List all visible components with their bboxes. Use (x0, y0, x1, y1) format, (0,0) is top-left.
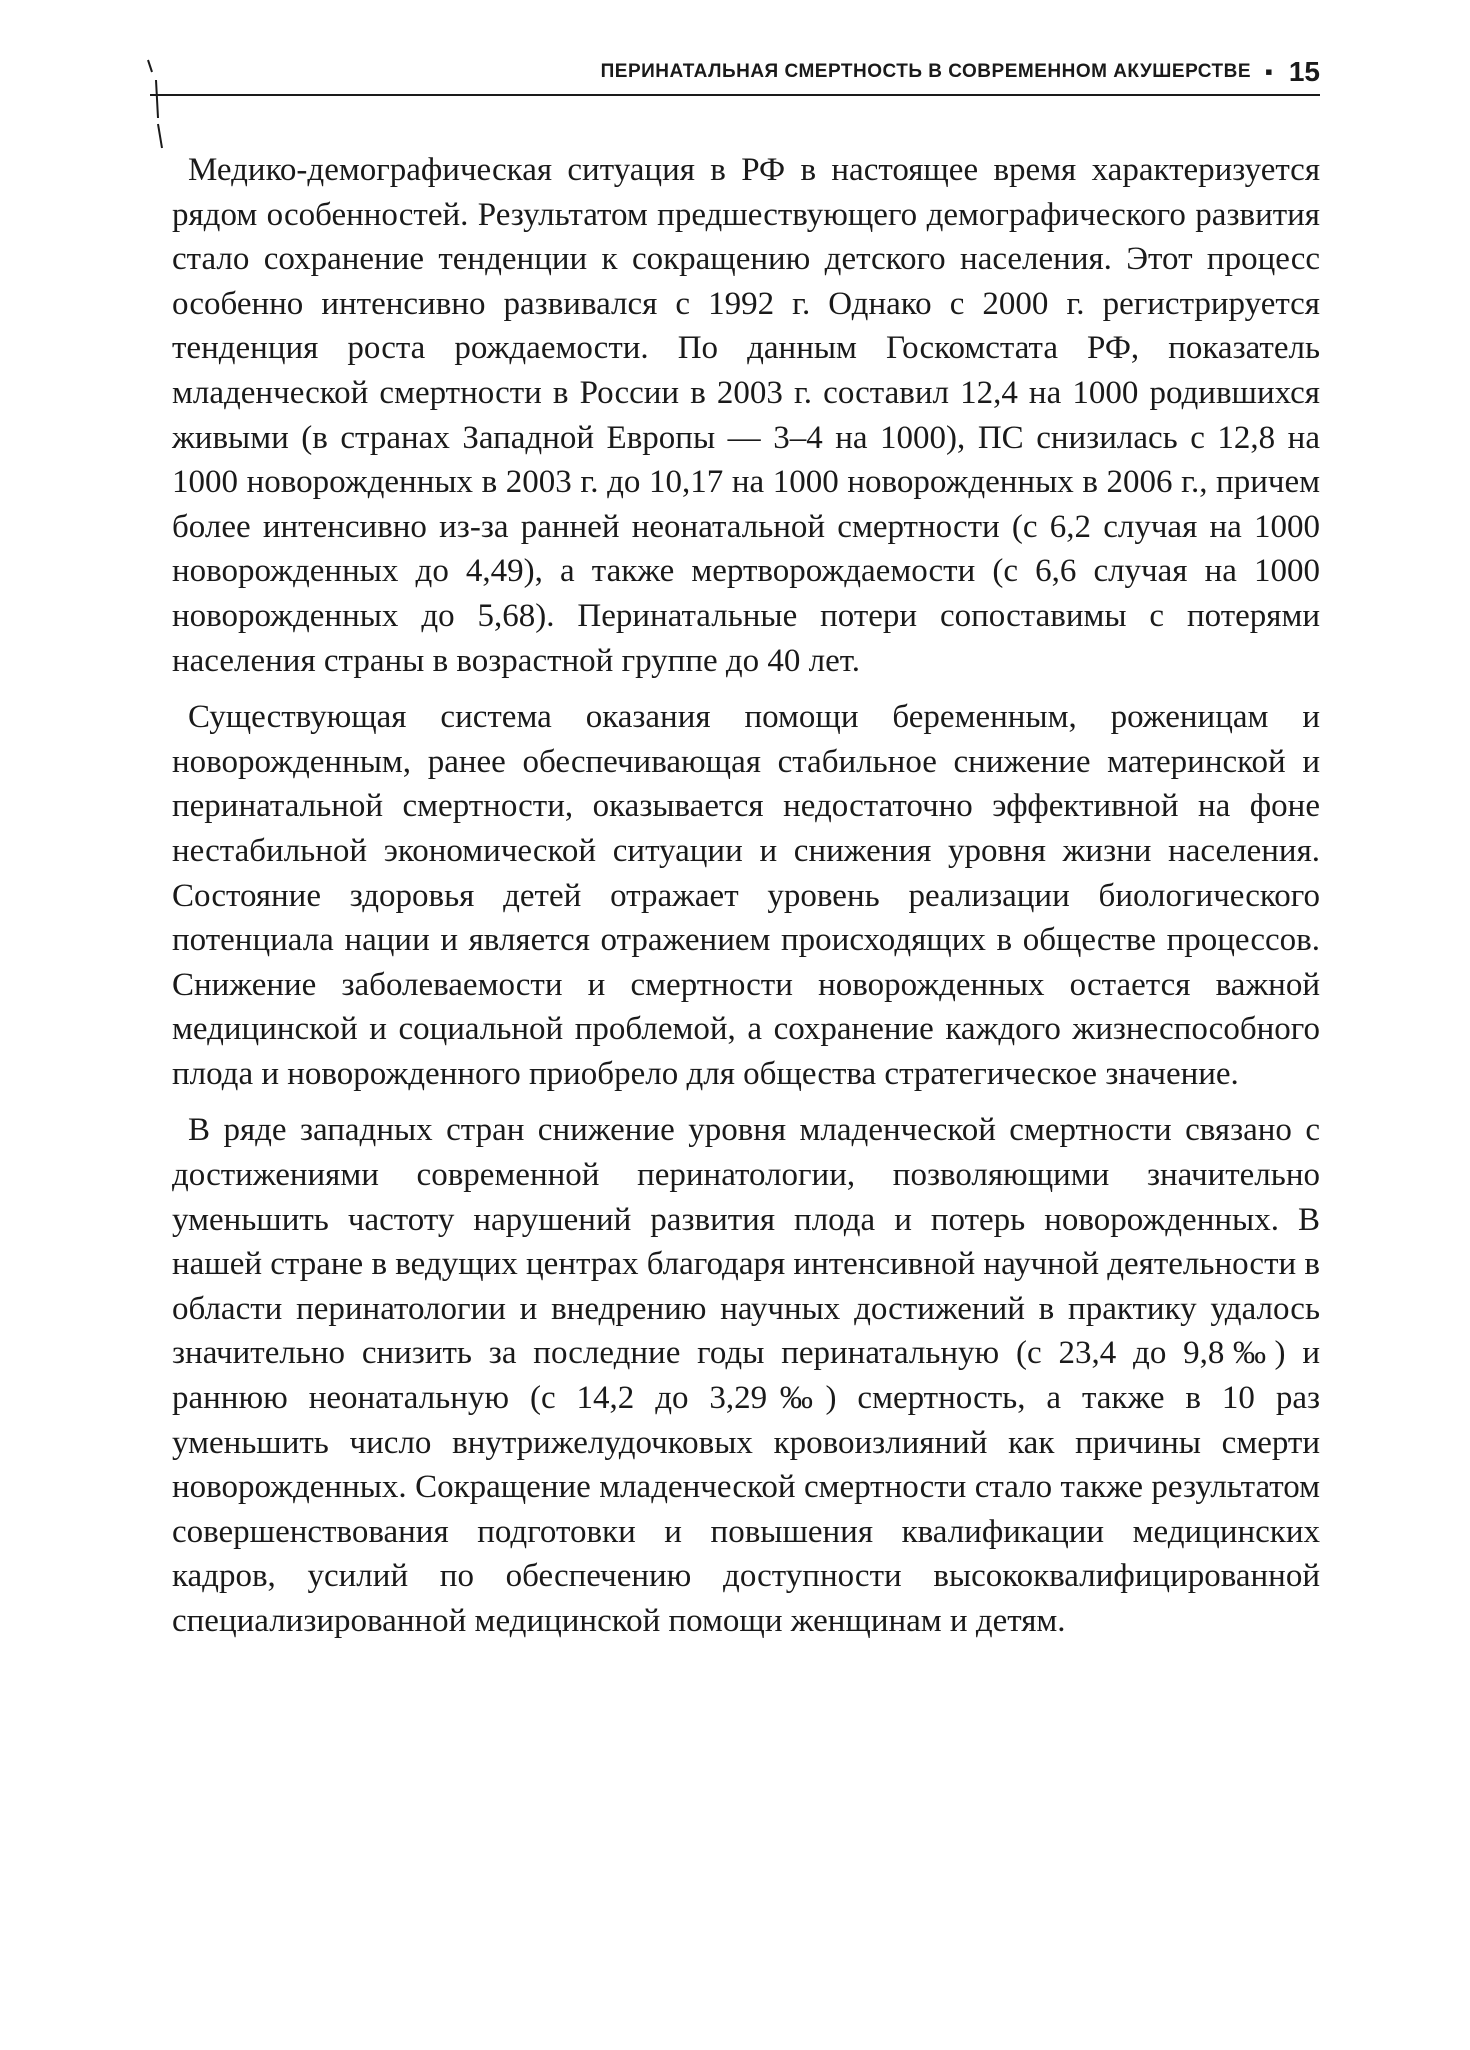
bullet-separator: ▪ (1265, 59, 1273, 84)
running-title: ПЕРИНАТАЛЬНАЯ СМЕРТНОСТЬ В СОВРЕМЕННОМ АКУШЕРСТВЕ (600, 61, 1252, 82)
paragraph-western-countries: В ряде западных стран снижение уровня младенческой смертности связано с достижениями современной перинатологии, позволяющими значительно уменьшить частоту нарушений развития плода и потерь новорожденных. В нашей стране в ведущих центрах благодаря интенсивной научной деятельности в области перинатологии и внедрению научных достижений в практику удалось значительно снизить за последние годы перинатальную (с 23,4 до 9,8‰) и раннюю неонатальную (с 14,2 до 3,29‰) смертность, а также в 10 раз уменьшить число внутрижелудочковых кровоизлияний как причины смерти новорожденных. Сокращение младенческой смертности стало также результатом совершенствования подготовки и повышения квалификации медицинских кадров, усилий по обеспечению доступности высококвалифицированной специализированной медицинской помощи женщинам и детям. (172, 1112, 1320, 1639)
paragraph-demographic-situation: Медико-демографическая ситуация в РФ в настоящее время характеризуется рядом особенностей. Результатом предшествующего демографического развития стало сохранение тенденции к сокращению детского населения. Этот процесс особенно интенсивно развивался с 1992 г. Однако с 2000 г. регистрируется тенденция роста рождаемости. По данным Госкомстата РФ, показатель младенческой смертности в России в 2003 г. составил 12,4 на 1000 родившихся живыми (в странах Западной Европы — 3–4 на 1000), ПС снизилась с 12,8 на 1000 новорожденных в 2003 г. до 10,17 на 1000 новорожденных в 2006 г., причем более интенсивно из-за ранней неонатальной смертности (с 6,2 случая на 1000 новорожденных до 4,49), а также мертворождаемости (с 6,6 случая на 1000 новорожденных до 5,68). Перинатальные потери сопоставимы с потерями населения страны в возрастной группе до 40 лет. (172, 152, 1320, 679)
margin-pen-mark (146, 58, 186, 158)
body-text (172, 148, 1320, 1656)
page-number: 15 (1288, 56, 1320, 87)
paragraph-care-system: Существующая система оказания помощи беременным, роженицам и новорожденным, ранее обеспечивающая стабильное снижение материнской и перинатальной смертности, оказывается недостаточно эффективной на фоне нестабильной экономической ситуации и снижения уровня жизни населения. Состояние здоровья детей отражает уровень реализации биологического потенциала нации и является отражением происходящих в обществе процессов. Снижение заболеваемости и смертности новорожденных остается важной медицинской и социальной проблемой, а сохранение каждого жизнеспособного плода и новорожденного приобрело для общества стратегическое значение. (172, 699, 1320, 1092)
running-head (150, 50, 1320, 96)
